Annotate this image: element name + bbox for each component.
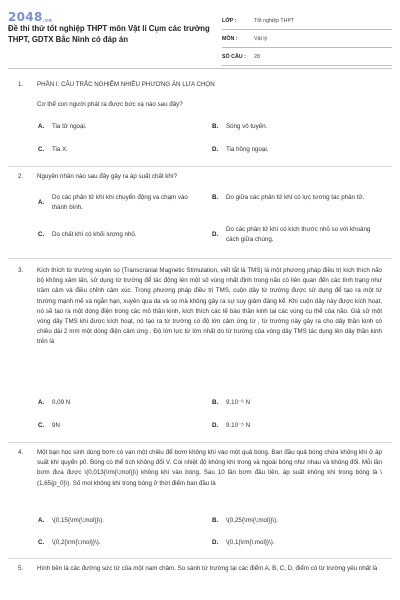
option-d[interactable] [212,145,268,155]
option-letter: A. [38,399,45,406]
question-number: 2. [18,173,24,180]
meta-value: Tốt nghiệp THPT [254,17,295,24]
option-c[interactable] [38,421,60,431]
question-text: Hình bên là các đường sức từ của một nam châm. So sánh từ trường tại các điểm A, B, C, D, điểm có từ trường yếu nhất là [37,565,378,572]
option-letter: B. [212,123,219,130]
option-text: Tia X. [52,146,68,153]
option-letter: C. [38,539,45,546]
option-d[interactable] [212,225,382,245]
meta-label: LỚP : [222,17,237,24]
option-d[interactable] [212,538,275,548]
meta-row-class [222,12,392,30]
option-letter: C. [38,231,45,238]
option-text: Tia hồng ngoại. [226,146,269,153]
option-text: Tia tử ngoại. [52,123,87,130]
option-text: 0,09 N [52,399,71,406]
question-number: 4. [18,449,24,456]
option-letter: C. [38,146,45,153]
question-text: Kích thích từ trường xuyên sọ (Transcranial Magnetic Stimulation, viết tắt là TMS) là một phương pháp điều trị kích thích não bộ không xâm lấn, sử dụng từ trường để tác động lên một số vùng nhất định trong não có liên quan đến các tình trạng như trầm cảm và điều chỉnh cảm xúc. Trong phương pháp điều trị TMS, cuộn dây từ trường được sử dụng để tạo ra một từ trường mạnh mẽ và ngắn hạn, xuyên qua da và sọ mà không gây ra sự suy giảm đáng kể. Khi cuộn dây này được kích hoạt, nó sẽ tạo ra một dòng điện trong các mô thần kinh, kích thích các tế bào thần kinh tại các vùng cụ thể của não. Giả sử một vòng dây TMS khi được kích hoạt, nó tạo ra từ trường có độ lớn cảm ứng từ , từ trường này gây ra cho dây thần kinh có chiều dài 2 mm một dòng điện cảm ứng . Độ lớn lực từ lớn nhất do từ trường của vòng dây TMS tác dụng lên dây thần kinh trên là [37,267,382,346]
exam-title: Đề thi thử tốt nghiệp THPT môn Vật lí Cụm các trường THPT, GDTX Bắc Ninh có đáp án [8,24,210,44]
option-letter: B. [212,399,219,406]
option-text: Do chất khí có khối lượng nhỏ. [52,231,137,238]
option-a[interactable] [38,398,70,408]
header-divider [8,68,392,69]
meta-value: Vật lý [254,35,268,42]
option-letter: A. [38,517,45,524]
section-heading: PHẦN I: CÂU TRẮC NGHIỆM NHIỀU PHƯƠNG ÁN LỰA CHỌN [37,81,215,88]
option-text: 9.10⁻⁵ N [226,422,251,429]
exam-meta-table [222,12,392,66]
meta-row-subject [222,30,392,48]
question-text: Một bạn học sinh dùng bơm có van một chiều để bơm không khí vào một quả bóng. Ban đầu quả bóng chứa không khí ở áp suất khí quyển p0. Bóng có thể tích không đổi V. Coi nhiệt độ không khí trong và ngoài bóng như nhau và không đổi. Mỗi lần bơm đưa được \(0,013{\rm{\;mol}}\) không khí vào bóng. Sau 10 lần bơm đầu tiên, áp suất không khí trong bóng là \(1,65{p_0}\). Số mol không khí trong bóng ở thời điểm ban đầu là [37,449,382,487]
option-text: 9N [52,422,60,429]
question-text: Nguyên nhân nào sau đây gây ra áp suất chất khí? [37,173,178,180]
option-c[interactable] [38,538,101,548]
site-logo[interactable] [8,10,52,24]
option-letter: D. [212,146,219,153]
option-c[interactable] [38,230,137,240]
option-letter: C. [38,422,45,429]
question-separator [8,258,392,259]
option-b[interactable] [212,516,278,526]
option-a[interactable] [38,516,104,526]
logo-text: 2048 [8,10,43,24]
option-a[interactable] [38,122,87,132]
meta-label: SỐ CÂU : [222,53,246,60]
question-separator [8,442,392,443]
option-letter: B. [212,194,219,201]
meta-label: MÔN : [222,35,238,42]
option-letter: D. [212,231,219,238]
option-text: \(0,15{\rm{\;mol}}\). [52,517,104,524]
option-text: Do các phân tử khí có kích thước nhỏ so với khoảng cách giữa chúng. [226,226,371,243]
option-b[interactable] [212,193,382,203]
question-text: Cơ thể con người phát ra được bức xạ nào sau đây? [37,101,183,108]
logo-suffix: .vn [42,18,53,24]
option-letter: A. [38,123,45,130]
option-c[interactable] [38,145,68,155]
option-text: Sóng vô tuyến. [226,123,268,130]
option-text: Do giữa các phân tử khí có lực tương tác phân tử. [226,194,365,201]
option-text: Do các phân tử khí khi chuyển động va chạm vào thành bình. [52,194,188,211]
option-d[interactable] [212,421,250,431]
question-number: 1. [18,81,24,88]
meta-value: 28 [254,53,260,60]
option-letter: D. [212,539,219,546]
question-number: 5. [18,565,24,572]
option-text: \(0,2{\rm{\;mol}}\). [52,539,101,546]
option-letter: D. [212,422,219,429]
question-separator [8,558,392,559]
option-letter: B. [212,517,219,524]
question-number: 3. [18,267,24,274]
question-separator [8,166,392,167]
option-text: 9.10⁻⁶ N [226,399,251,406]
option-text: \(0,1{\rm{\;mol}}\). [226,539,275,546]
option-letter: A. [38,199,45,206]
option-text: \(0,25{\rm{\;mol}}\). [226,517,278,524]
meta-row-count [222,48,392,66]
option-a[interactable] [38,193,198,213]
option-b[interactable] [212,122,267,132]
option-b[interactable] [212,398,250,408]
